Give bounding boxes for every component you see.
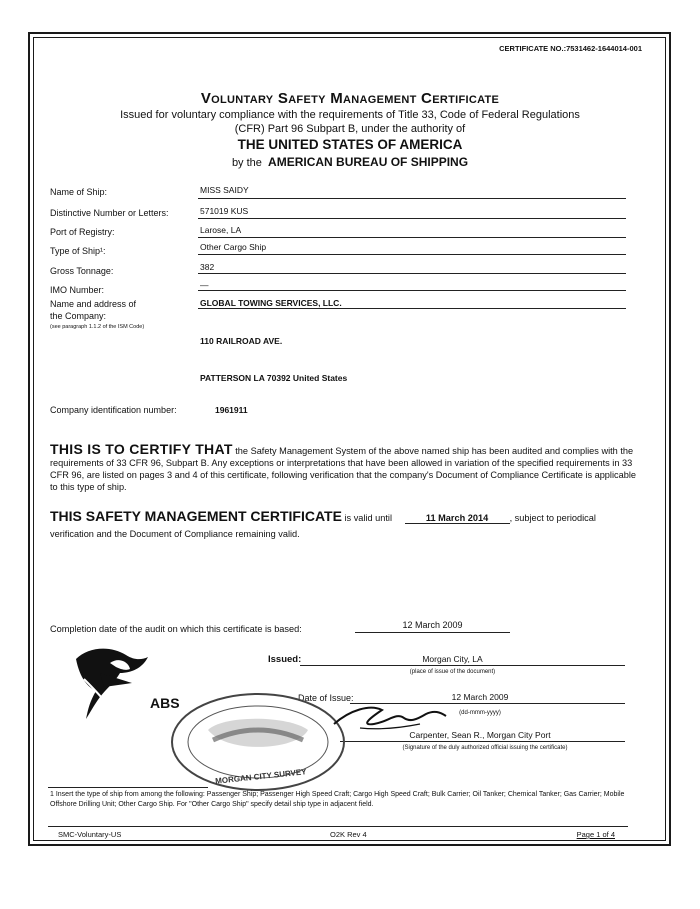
- imo-value: —: [200, 280, 209, 290]
- company-id-value: 1961911: [215, 405, 248, 415]
- date-of-issue-label: Date of Issue:: [298, 693, 354, 703]
- type-label: Type of Ship¹:: [50, 246, 106, 256]
- certificate-title: Voluntary Safety Management Certificate: [200, 90, 500, 107]
- company-id-label: Company identification number:: [50, 405, 177, 415]
- tonnage-value: 382: [200, 262, 215, 272]
- issued-line: [300, 665, 625, 666]
- issuer-name: AMERICAN BUREAU OF SHIPPING: [268, 155, 469, 169]
- issuer-line: [0, 155, 700, 169]
- certificate-number: CERTIFICATE NO.:7531462-1644014-001: [499, 44, 642, 53]
- name-of-ship-value: MISS SAIDY: [200, 185, 249, 195]
- company-address-1: 110 RAILROAD AVE.: [200, 336, 283, 346]
- field-line: [198, 273, 626, 274]
- port-value: Larose, LA: [200, 225, 242, 235]
- footer-page-number: Page 1 of 4: [576, 830, 615, 839]
- certify-lead: THIS IS TO CERTIFY THAT: [50, 441, 233, 457]
- completion-date: 12 March 2009: [402, 620, 463, 630]
- subtitle-line1: Issued for voluntary compliance with the requirements of Title 33, Code of Federal Regulations: [120, 109, 580, 121]
- issued-place: Morgan City, LA: [422, 654, 483, 664]
- company-note: (see paragraph 1.1.2 of the ISM Code): [50, 324, 145, 330]
- company-label-1: Name and address of: [50, 299, 137, 309]
- stamp-text: MORGAN CITY SURVEY: [214, 767, 307, 786]
- completion-label: Completion date of the audit on which this certificate is based:: [50, 624, 302, 634]
- validity-text: is valid until: [344, 513, 392, 523]
- field-line: [198, 290, 626, 291]
- field-line: [198, 254, 626, 255]
- footer-form-id: SMC-Voluntary-US: [58, 830, 122, 839]
- validity-lead: THIS SAFETY MANAGEMENT CERTIFICATE: [50, 508, 342, 524]
- date-of-issue-value: 12 March 2009: [451, 692, 509, 702]
- imo-label: IMO Number:: [50, 285, 105, 295]
- field-line: [198, 218, 626, 219]
- by-the-text: by the: [231, 157, 262, 169]
- place-caption: (place of issue of the document): [409, 669, 496, 675]
- validity-line: [50, 508, 596, 524]
- footer-revision: O2K Rev 4: [330, 830, 367, 839]
- authority: THE UNITED STATES OF AMERICA: [237, 137, 463, 152]
- certify-paragraph: [50, 443, 640, 493]
- field-line: [198, 308, 626, 309]
- validity-tail: , subject to periodical: [509, 513, 596, 523]
- abs-logo-text: ABS: [150, 695, 180, 711]
- field-line: [198, 198, 626, 199]
- distinctive-label: Distinctive Number or Letters:: [50, 208, 169, 218]
- signer-name: Carpenter, Sean R., Morgan City Port: [409, 730, 551, 740]
- field-line: [198, 237, 626, 238]
- tonnage-label: Gross Tonnage:: [50, 266, 114, 276]
- signature-caption: (Signature of the duly authorized official issuing the certificate): [402, 745, 568, 751]
- distinctive-value: 571019 KUS: [200, 206, 249, 216]
- company-name: GLOBAL TOWING SERVICES, LLC.: [200, 298, 342, 308]
- name-of-ship-label: Name of Ship:: [50, 187, 108, 197]
- port-label: Port of Registry:: [50, 227, 115, 237]
- signature-icon: [330, 700, 450, 734]
- company-label-2: the Company:: [50, 311, 107, 321]
- footnote: 1 Insert the type of ship from among the following: Passenger Ship; Passenger High Speed Craft; Cargo High Speed Craft; Bulk Carrier; Oil Tanker; Chemical Tanker; Gas Carrier; Mobile Offshore Drilling Unit; Other Cargo Ship. For "Other Cargo Ship" specify detail ship type in adjacent field.: [50, 791, 625, 808]
- subtitle-line2: (CFR) Part 96 Subpart B, under the authority of: [234, 123, 466, 135]
- validity-line2: verification and the Document of Compliance remaining valid.: [50, 529, 300, 539]
- footer-separator: [48, 826, 628, 827]
- validity-date: 11 March 2014: [405, 513, 510, 524]
- eagle-logo-icon: [70, 643, 152, 721]
- type-value: Other Cargo Ship: [200, 242, 267, 252]
- company-address-2: PATTERSON LA 70392 United States: [200, 373, 348, 383]
- certify-text: the Safety Management System of the above named ship has been audited and complies with the requirements of 33 CFR 96, Subpart B. Any exceptions or interpretations that have been allowed in variation of the specified requirements in 33 CFR 96, are listed on pages 3 and 4 of this certificate, following verification that the company's Document of Compliance Certificate is applicable to this type of ship.: [50, 446, 636, 492]
- footnote-separator: [48, 787, 208, 788]
- completion-line: [355, 632, 510, 633]
- issued-label: Issued:: [268, 654, 302, 665]
- date-caption: (dd-mmm-yyyy): [459, 710, 501, 716]
- signature-line: [340, 741, 625, 742]
